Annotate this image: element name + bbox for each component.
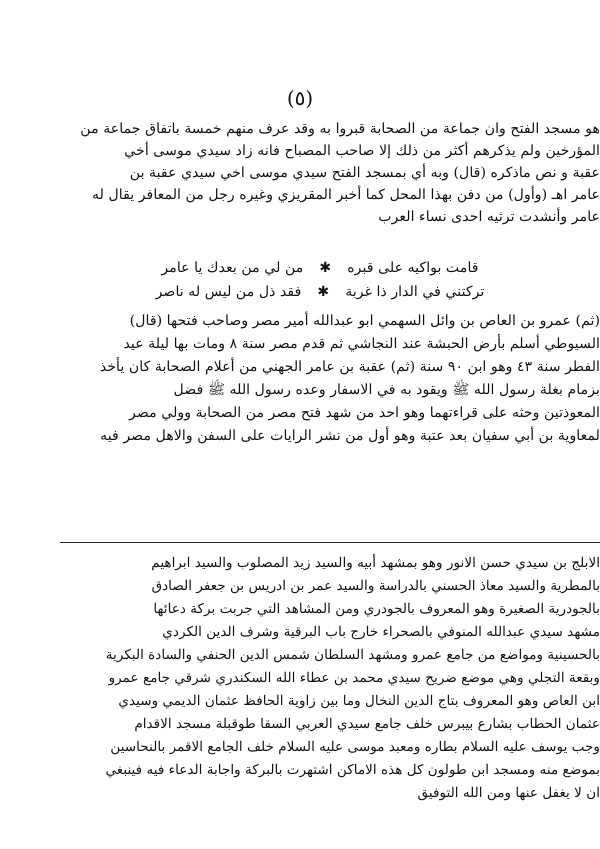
text-line: هو مسجد الفتح وان جماعة من الصحابة قبروا به وقد عرف منهم خمسة باتفاق جماعة من [80,121,600,137]
footnote-line: ابن العاص وهو المعروف بتاج الدين النخال وما بين زاوية الحافظ عثمان الديمي وسيدي [118,693,600,709]
footnote-line: بالجودرية الصغيرة وهو المعروف بالجودري ومن المشاهد التي جربت بركة دعائها [153,601,600,617]
footnote [60,552,600,805]
footnote-line: وبقعة التجلي وهي موضع ضريح سيدي محمد بن عطاء الله السكندري شرقي جامع عمرو [108,670,600,686]
verse-first-half: تركتني في الدار ذا غربة [345,284,485,300]
footnote-divider [60,542,600,543]
verse-separator-icon: ✱ [317,284,330,300]
page-number: (٥) [286,86,314,110]
main-text-bottom [60,310,600,448]
text-line: السيوطي أسلم بأرض الحبشة عند النجاشي ثم قدم مصر سنة ٨ ومات بها ليلة عيد [123,336,600,352]
main-text-top [60,118,600,228]
poem [60,256,580,304]
footnote-line: بموضع منه ومسجد ابن طولون كل هذه الاماكن اشتهرت بالبركة واجابة الدعاء فيه فينبغي [105,762,600,778]
footnote-line: عثمان الحطاب بشارع بيبرس خلف جامع سيدي العربي السقا طوقبلة مسجد الاقدام [134,716,600,732]
text-line: لمعاوية بن أبي سفيان بعد عتبة وهو أول من نشر الرايات على السفن والاهل مصر فيه [100,428,600,444]
verse-second-half: من لي من بعدك يا عامر [161,260,304,276]
text-line: المعوذتين وحثه على قراءتهما وهو احد من شهد فتح مصر من الصحابة وولي مصر [129,405,600,421]
text-line: الفطر سنة ٤٣ وهو ابن ٩٠ سنة (ثم) عقبة بن عامر الجهني من أعلام الصحابة كان يأخذ [99,359,600,375]
text-line: عامر وأنشدت ترثيه احدى نساء العرب [378,209,600,225]
poem-verse [60,256,580,280]
text-line: عامر اهـ (وأول) من دفن بهذا المحل كما أخبر المقريزي وغيره رجل من المعافر يقال له [92,187,600,203]
verse-separator-icon: ✱ [319,260,332,276]
text-line: عقبة و نص ماذكره (قال) وبه أي بمسجد الفتح سيدي موسى اخي سيدي عقبة بن [129,165,600,181]
footnote-line: ان لا يغفل عنها ومن الله التوفيق [417,785,600,801]
verse-first-half: قامت بواكيه على قبره [347,260,479,276]
footnote-line: بالمطرية والسيد معاذ الحسني بالدراسة والسيد عمر بن ادريس بن جعفر الصادق [151,578,600,594]
footnote-line: بالحسينية ومواضع من جامع عمرو ومشهد السلطان شمس الدين الحنفي والسادة البكرية [105,647,600,663]
text-line: (ثم) عمرو بن العاص بن وائل السهمي ابو عبدالله أمير مصر وصاحب فتحها (قال) [129,313,600,329]
footnote-line: مشهد سيدي عبدالله المنوفي بالصحراء خارج باب البرقية وشرف الدين الكردي [162,624,600,640]
footnote-line: وجب يوسف عليه السلام بطاره ومعبد موسى عليه السلام خلف الجامع الاقمر بالنحاسين [110,739,600,755]
text-line: المؤرخين ولم يذكرهم أكثر من ذلك إلا صاحب المصباح فانه زاد سيدي موسى أخي [124,143,600,159]
text-line: بزمام بغلة رسول الله ﷺ ويقود به في الاسفار وعده رسول الله ﷺ فضل [173,382,600,398]
footnote-line: الابلج بن سيدي حسن الانور وهو بمشهد أبيه والسيد زيد المصلوب والسيد ابراهيم [151,555,600,571]
verse-second-half: فقد ذل من ليس له ناصر [155,284,302,300]
poem-verse [60,280,580,304]
